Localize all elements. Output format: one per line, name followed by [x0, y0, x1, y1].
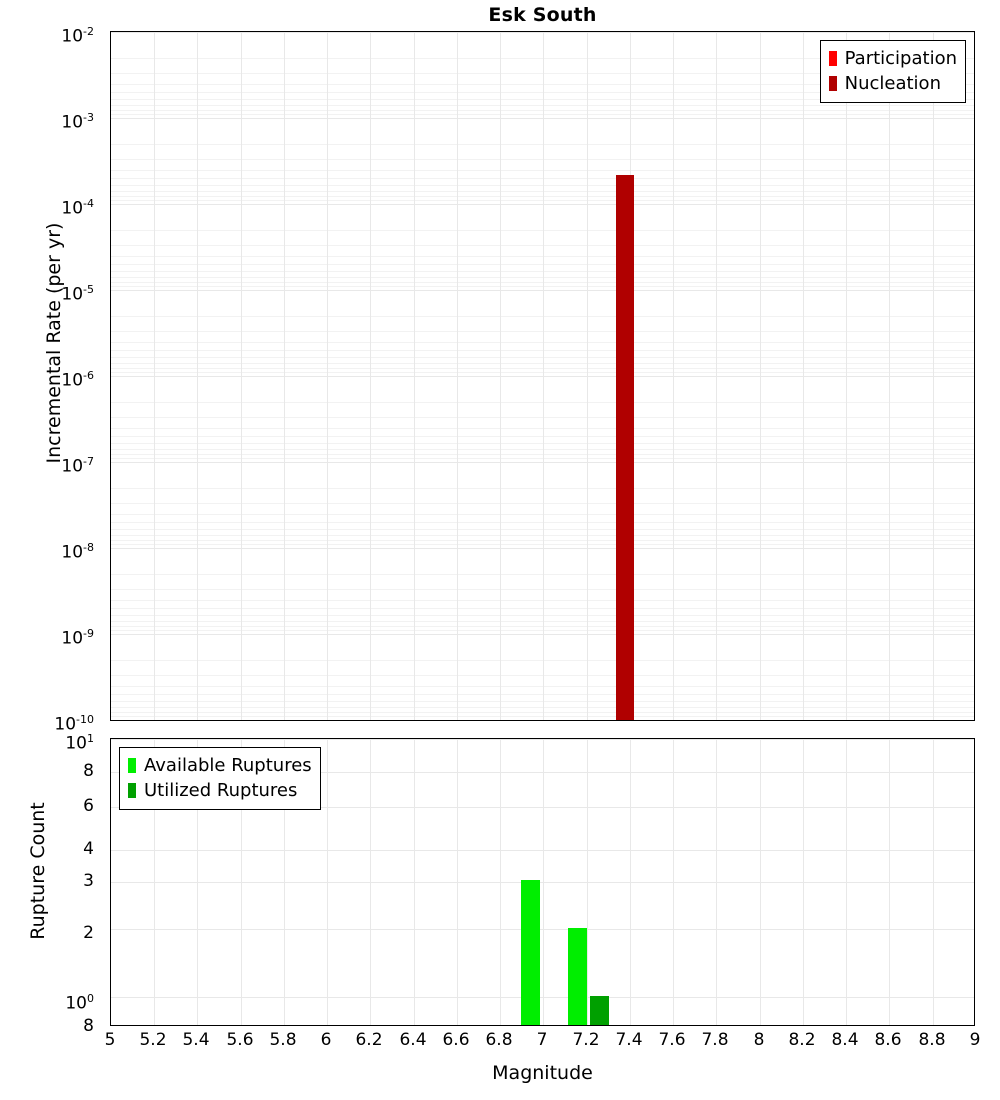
legend-item-participation — [829, 46, 957, 71]
xtick-6: 6.2 — [355, 1030, 383, 1050]
xtick-5: 6 — [320, 1030, 332, 1050]
xtick-19: 8.8 — [918, 1030, 946, 1050]
legend-item-available-ruptures — [128, 753, 312, 778]
xtick-16: 8.2 — [788, 1030, 816, 1050]
rupture-count-plot — [110, 738, 975, 1026]
legend-label-available-ruptures: Available Ruptures — [144, 754, 312, 776]
ytick-bottom-6: $10^0$ — [65, 992, 94, 1014]
ytick-top-6: $10^{-8}$ — [61, 541, 94, 563]
xtick-2: 5.4 — [182, 1030, 210, 1050]
available-ruptures-color-swatch — [128, 758, 136, 773]
ytick-top-0: $10^{-2}$ — [61, 25, 94, 47]
ytick-bottom-5: 2 — [83, 923, 94, 943]
nucleation-bar — [616, 175, 634, 720]
nucleation-color-swatch — [829, 76, 837, 91]
xtick-12: 7.4 — [615, 1030, 643, 1050]
xtick-1: 5.2 — [139, 1030, 167, 1050]
legend-item-utilized-ruptures — [128, 778, 312, 803]
ylabel-top: Incremental Rate (per yr) — [43, 222, 65, 464]
legend-top — [820, 40, 966, 103]
ytick-top-5: $10^{-7}$ — [61, 455, 94, 477]
xtick-9: 6.8 — [485, 1030, 513, 1050]
xtick-14: 7.8 — [701, 1030, 729, 1050]
utilized-ruptures-color-swatch — [128, 783, 136, 798]
xtick-8: 6.6 — [442, 1030, 470, 1050]
ytick-top-8: $10^{-10}$ — [54, 713, 94, 735]
ytick-bottom-7: 8 — [83, 1016, 94, 1036]
ytick-top-7: $10^{-9}$ — [61, 627, 94, 649]
xtick-3: 5.6 — [226, 1030, 254, 1050]
ytick-bottom-3: 4 — [83, 839, 94, 859]
ytick-top-4: $10^{-6}$ — [61, 369, 94, 391]
xtick-20: 9 — [969, 1030, 981, 1050]
xtick-4: 5.8 — [269, 1030, 297, 1050]
xtick-7: 6.4 — [399, 1030, 427, 1050]
ytick-bottom-1: 8 — [83, 761, 94, 781]
participation-color-swatch — [829, 51, 837, 66]
xtick-10: 7 — [536, 1030, 548, 1050]
legend-item-nucleation — [829, 71, 957, 96]
xtick-15: 8 — [753, 1030, 765, 1050]
xtick-11: 7.2 — [572, 1030, 600, 1050]
available-ruptures-bar-1 — [521, 880, 540, 1025]
xtick-18: 8.6 — [874, 1030, 902, 1050]
ytick-bottom-2: 6 — [83, 796, 94, 816]
xtick-13: 7.6 — [658, 1030, 686, 1050]
ytick-top-2: $10^{-4}$ — [61, 197, 94, 219]
legend-label-nucleation: Nucleation — [844, 72, 941, 94]
legend-bottom — [119, 747, 321, 810]
available-ruptures-bar-2 — [568, 928, 587, 1025]
incremental-rate-plot — [110, 31, 975, 721]
legend-label-utilized-ruptures: Utilized Ruptures — [144, 779, 298, 801]
legend-label-participation: Participation — [844, 47, 957, 69]
ylabel-bottom: Rupture Count — [27, 802, 49, 940]
ytick-bottom-0: $10^1$ — [65, 732, 94, 754]
page-title: Esk South — [488, 4, 597, 26]
xlabel: Magnitude — [492, 1062, 593, 1084]
ytick-top-1: $10^{-3}$ — [61, 111, 94, 133]
xtick-17: 8.4 — [831, 1030, 859, 1050]
utilized-ruptures-bar-1 — [590, 996, 609, 1025]
xtick-0: 5 — [104, 1030, 116, 1050]
ytick-bottom-4: 3 — [83, 871, 94, 891]
ytick-top-3: $10^{-5}$ — [61, 283, 94, 305]
